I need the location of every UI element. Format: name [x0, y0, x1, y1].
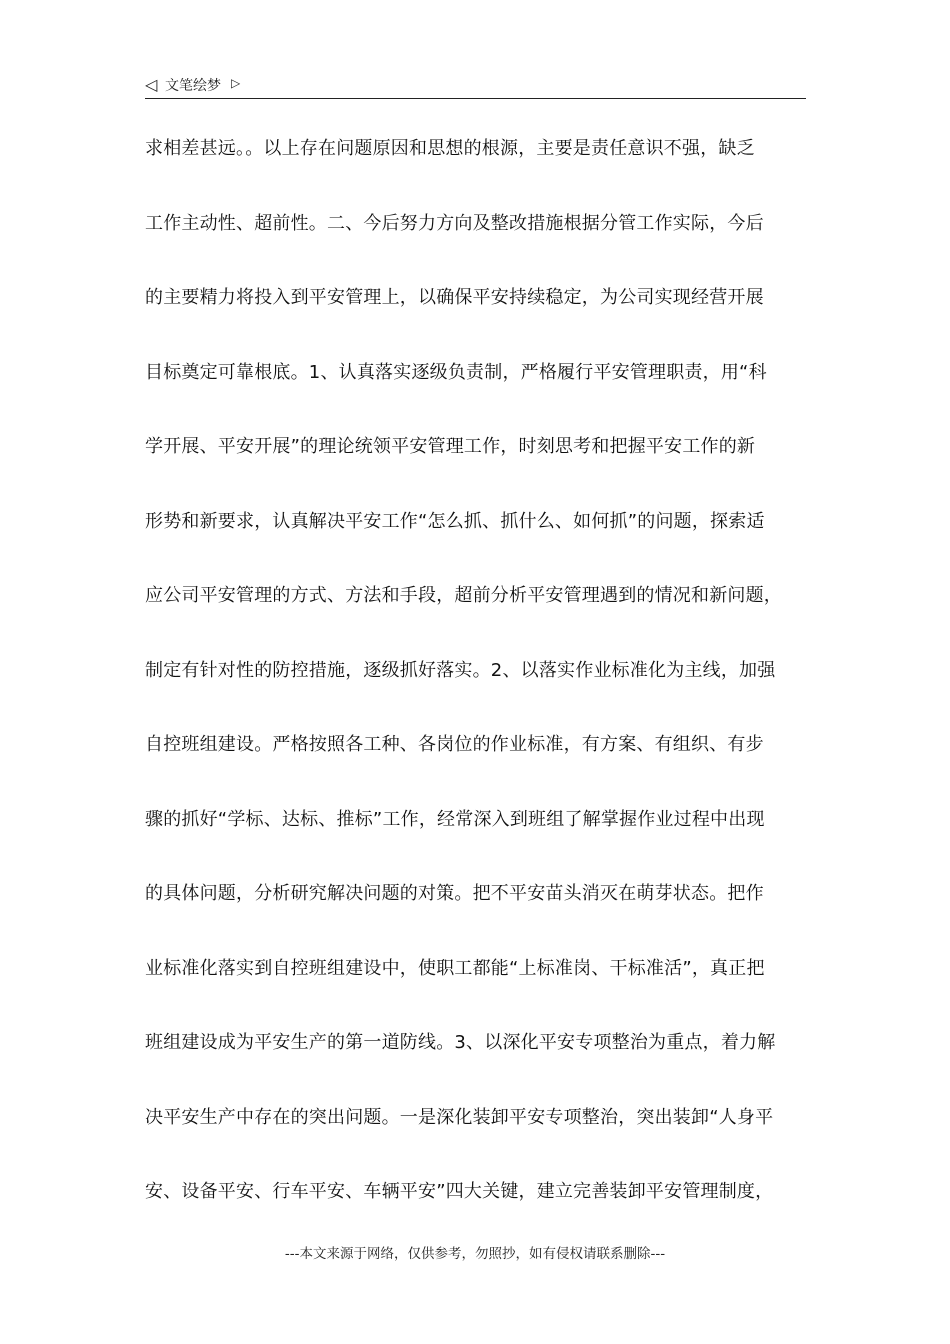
text-line: 安、设备平安、行车平安、车辆平安”四大关键，建立完善装卸平安管理制度，	[145, 1181, 774, 1202]
text-line: 制定有针对性的防控措施，逐级抓好落实。2、以落实作业标准化为主线，加强	[145, 659, 776, 681]
right-triangle-icon: ▷	[231, 76, 241, 90]
text-line: 的具体问题，分析研究解决问题的对策。把不平安苗头消灭在萌芽状态。把作	[145, 883, 764, 904]
page-footer-disclaimer: ---本文来源于网络，仅供参考，勿照抄，如有侵权请联系删除---	[284, 1246, 666, 1262]
text-line: 形势和新要求，认真解决平安工作“怎么抓、抓什么、如何抓”的问题，探索适	[145, 510, 765, 532]
text-line: 骤的抓好“学标、达标、推标”工作，经常深入到班组了解掌握作业过程中出现	[145, 808, 765, 830]
text-line: 班组建设成为平安生产的第一道防线。3、以深化平安专项整治为重点，着力解	[145, 1032, 776, 1053]
text-line: 学开展、平安开展”的理论统领平安管理工作，时刻思考和把握平安工作的新	[145, 436, 756, 457]
header-title: 文笔绘梦	[165, 78, 221, 94]
text-line: 工作主动性、超前性。二、今后努力方向及整改措施根据分管工作实际，今后	[145, 212, 764, 234]
left-triangle-icon: ◁	[145, 75, 158, 94]
text-line: 业标准化落实到自控班组建设中，使职工都能“上标准岗、干标准活”，真正把	[145, 957, 765, 979]
text-line: 的主要精力将投入到平安管理上，以确保平安持续稳定，为公司实现经营开展	[145, 287, 764, 308]
text-line: 目标奠定可靠根底。1、认真落实逐级负责制，严格履行平安管理职责，用“科	[145, 361, 767, 383]
document-body	[145, 132, 825, 1250]
text-line: 决平安生产中存在的突出问题。一是深化装卸平安专项整治，突出装卸“人身平	[145, 1106, 774, 1128]
text-line: 自控班组建设。严格按照各工种、各岗位的作业标准，有方案、有组织、有步	[145, 734, 764, 755]
text-line: 应公司平安管理的方式、方法和手段，超前分析平安管理遇到的情况和新问题，	[145, 585, 782, 606]
page-header	[145, 74, 806, 99]
text-line: 求相差甚远。。以上存在问题原因和思想的根源，主要是责任意识不强，缺乏	[145, 138, 755, 159]
